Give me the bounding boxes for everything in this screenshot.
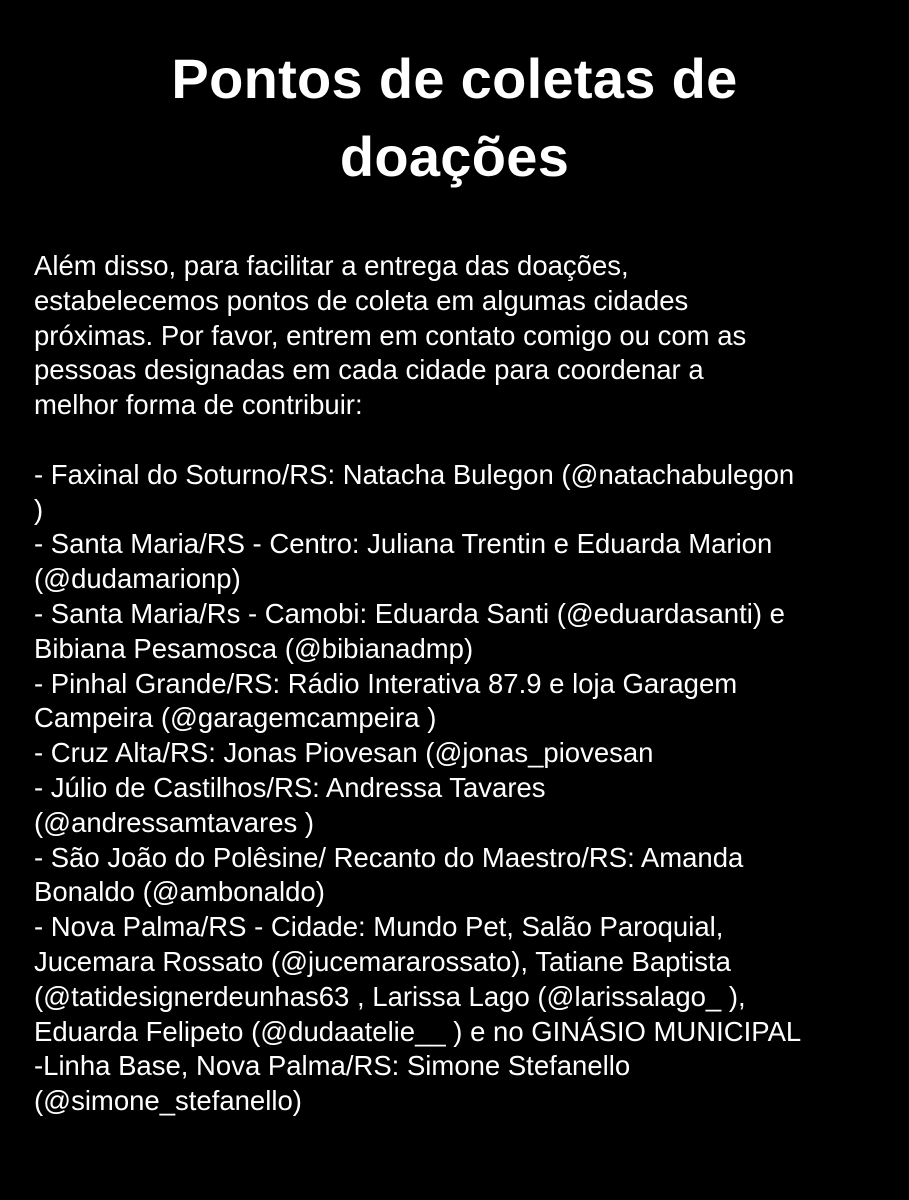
list-line: (@dudamarionp) bbox=[34, 563, 241, 595]
intro-line: Além disso, para facilitar a entrega das doações, bbox=[34, 250, 629, 281]
paragraph-spacer bbox=[34, 423, 894, 458]
title-line-1: Pontos de coletas de bbox=[171, 47, 738, 110]
list-line: - Cruz Alta/RS: Jonas Piovesan (@jonas_piovesan bbox=[34, 737, 654, 769]
list-line: -Linha Base, Nova Palma/RS: Simone Stefanello bbox=[34, 1050, 631, 1082]
list-line: Eduarda Felipeto (@dudaatelie__ ) e no GINÁSIO MUNICIPAL bbox=[34, 1015, 802, 1047]
intro-line: melhor forma de contribuir: bbox=[34, 389, 363, 421]
intro-line: próximas. Por favor, entrem em contato comigo ou com as bbox=[34, 319, 747, 351]
intro-paragraph bbox=[34, 249, 894, 423]
list-line: (@simone_stefanello) bbox=[34, 1085, 302, 1117]
list-line: - Faxinal do Soturno/RS: Natacha Bulegon (@natachabulegon bbox=[34, 458, 795, 490]
list-line: Bonaldo (@ambonaldo) bbox=[34, 876, 325, 908]
list-line: - Santa Maria/RS - Centro: Juliana Trentin e Eduarda Marion bbox=[34, 528, 773, 560]
list-line: Jucemara Rossato (@jucemararossato), Tatiane Baptista bbox=[34, 945, 731, 977]
list-line: - Santa Maria/Rs - Camobi: Eduarda Santi (@eduardasanti) e bbox=[34, 597, 785, 629]
list-line: - Júlio de Castilhos/RS: Andressa Tavares bbox=[34, 771, 546, 803]
page-title bbox=[0, 40, 909, 196]
list-line: ) bbox=[34, 493, 44, 525]
intro-line: pessoas designadas em cada cidade para coordenar a bbox=[34, 354, 704, 386]
list-line: (@tatidesignerdeunhas63 , Larissa Lago (@larissalago_ ), bbox=[34, 980, 746, 1012]
collection-points-list bbox=[34, 458, 894, 1119]
intro-line: estabelecemos pontos de coleta em algumas cidades bbox=[34, 284, 689, 316]
list-line: Bibiana Pesamosca (@bibianadmp) bbox=[34, 632, 474, 664]
body-text bbox=[34, 249, 894, 1119]
list-line: - Nova Palma/RS - Cidade: Mundo Pet, Salão Paroquial, bbox=[34, 911, 724, 943]
title-line-2: doações bbox=[339, 125, 570, 188]
list-line: (@andressamtavares ) bbox=[34, 806, 315, 838]
list-line: - Pinhal Grande/RS: Rádio Interativa 87.9 e loja Garagem bbox=[34, 667, 738, 699]
list-line: Campeira (@garagemcampeira ) bbox=[34, 702, 437, 734]
list-line: - São João do Polêsine/ Recanto do Maestro/RS: Amanda bbox=[34, 841, 744, 873]
